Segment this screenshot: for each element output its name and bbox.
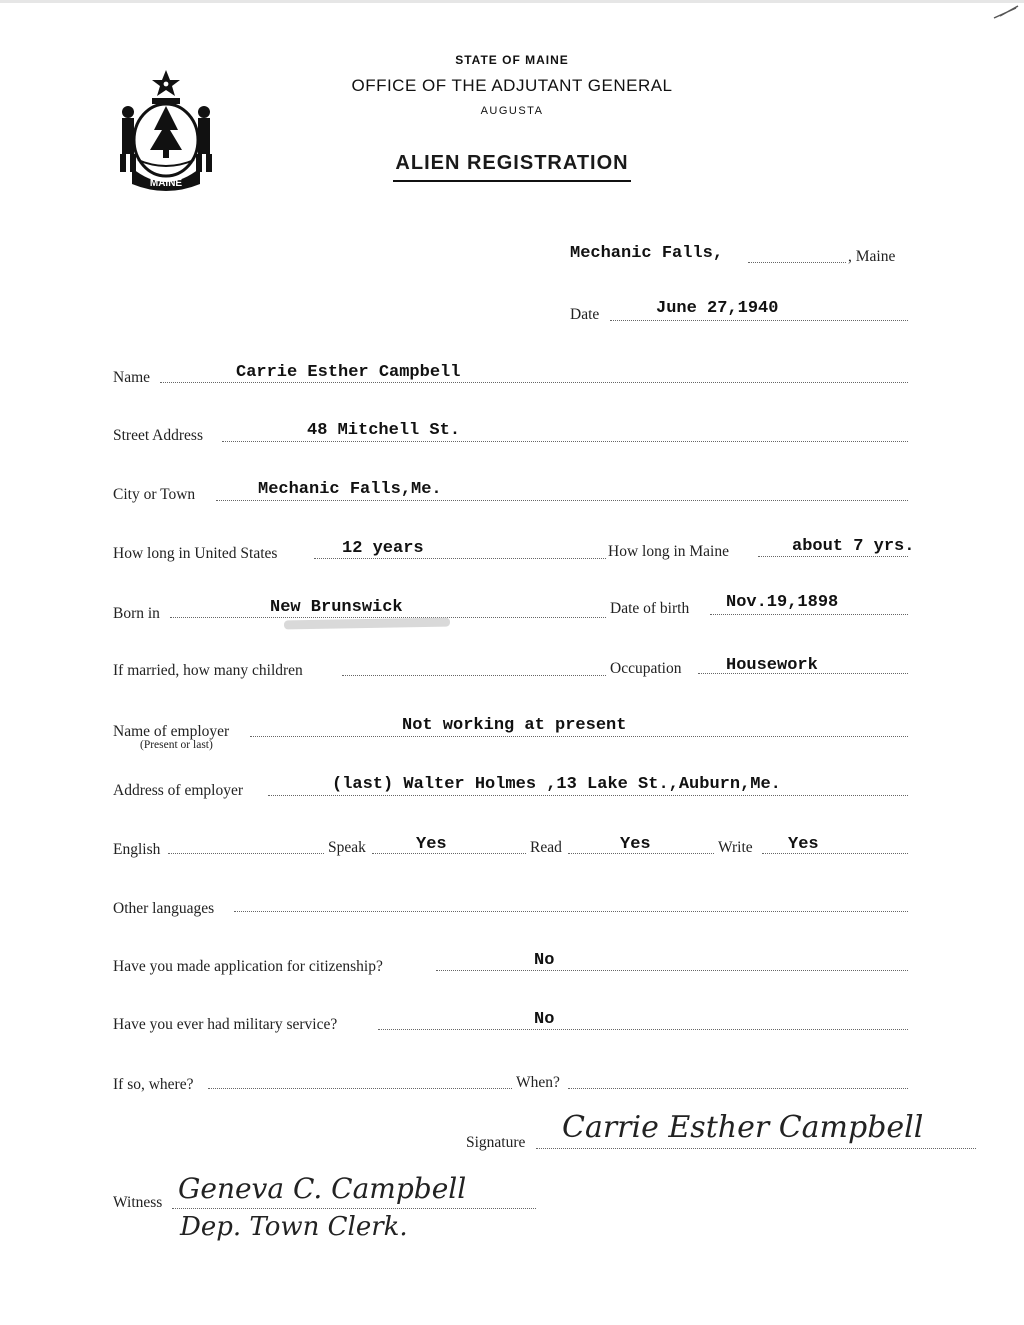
street-value[interactable]: 48 Mitchell St. <box>307 421 461 440</box>
employer-label: Name of employer <box>113 723 230 740</box>
how-long-maine-label: How long in Maine <box>608 543 729 560</box>
location-line <box>748 262 846 263</box>
citizenship-line <box>436 970 908 971</box>
children-line <box>342 675 606 676</box>
speak-value[interactable]: Yes <box>416 835 447 854</box>
ink-smudge <box>284 618 450 630</box>
how-long-us-label: How long in United States <box>113 545 278 562</box>
header-office: OFFICE OF THE ADJUTANT GENERAL <box>351 76 673 95</box>
employer-address-value[interactable]: (last) Walter Holmes ,13 Lake St.,Auburn,Me. <box>332 775 781 794</box>
seal-banner-text: MAINE <box>149 178 183 189</box>
english-label: English <box>113 841 161 858</box>
date-of-birth-label: Date of birth <box>610 600 690 617</box>
write-line <box>762 853 908 854</box>
employer-address-label: Address of employer <box>113 782 243 799</box>
header-state: STATE OF MAINE <box>455 53 569 67</box>
date-of-birth-value[interactable]: Nov.19,1898 <box>726 593 839 612</box>
employer-line <box>250 736 908 737</box>
military-value[interactable]: No <box>534 1010 555 1029</box>
write-value[interactable]: Yes <box>788 835 819 854</box>
where-line <box>208 1088 512 1089</box>
employer-sublabel: (Present or last) <box>140 739 213 751</box>
witness-title-handwriting[interactable]: Dep. Town Clerk. <box>180 1212 408 1242</box>
name-label: Name <box>113 369 151 386</box>
witness-label: Witness <box>113 1194 163 1211</box>
how-long-us-value[interactable]: 12 years <box>342 539 424 558</box>
citizenship-label: Have you made application for citizenship? <box>113 958 383 975</box>
maine-seal-icon <box>112 68 220 194</box>
born-in-value[interactable]: New Brunswick <box>270 598 403 617</box>
speak-line <box>372 853 526 854</box>
occupation-label: Occupation <box>610 660 682 677</box>
military-label: Have you ever had military service? <box>113 1016 338 1033</box>
title-text: ALIEN REGISTRATION <box>393 152 630 182</box>
occupation-value[interactable]: Housework <box>726 656 818 675</box>
city-value[interactable]: Mechanic Falls,Me. <box>258 480 442 499</box>
how-long-maine-line <box>758 556 908 557</box>
scan-edge <box>0 0 1024 3</box>
children-label: If married, how many children <box>113 662 303 679</box>
english-line <box>168 853 324 854</box>
name-line <box>160 382 908 383</box>
where-label: If so, where? <box>113 1076 194 1093</box>
location-town-value[interactable]: Mechanic Falls, <box>570 244 724 263</box>
date-label: Date <box>570 306 600 323</box>
speak-label: Speak <box>328 839 366 856</box>
witness-name-handwriting[interactable]: Geneva C. Campbell <box>178 1172 467 1205</box>
military-line <box>378 1029 908 1030</box>
read-value[interactable]: Yes <box>620 835 651 854</box>
street-label: Street Address <box>113 427 203 444</box>
citizenship-value[interactable]: No <box>534 951 555 970</box>
born-in-label: Born in <box>113 605 160 622</box>
employer-address-line <box>268 795 908 796</box>
read-label: Read <box>530 839 562 856</box>
write-label: Write <box>718 839 753 856</box>
header-city: AUGUSTA <box>480 105 544 117</box>
employer-value[interactable]: Not working at present <box>402 716 627 735</box>
street-line <box>222 441 908 442</box>
signature-line <box>536 1148 976 1149</box>
signature-label: Signature <box>466 1134 526 1151</box>
city-line <box>216 500 908 501</box>
how-long-us-line <box>314 558 606 559</box>
signature-handwriting[interactable]: Carrie Esther Campbell <box>562 1110 924 1145</box>
page-title <box>300 152 724 175</box>
date-line <box>610 320 908 321</box>
when-label: When? <box>516 1074 560 1091</box>
how-long-maine-value[interactable]: about 7 yrs. <box>792 537 915 556</box>
city-label: City or Town <box>113 486 196 503</box>
witness-line <box>172 1208 536 1209</box>
other-languages-line <box>234 911 908 912</box>
date-value[interactable]: June 27,1940 <box>656 299 779 318</box>
date-of-birth-line <box>710 614 908 615</box>
corner-mark-icon <box>992 4 1020 22</box>
other-languages-label: Other languages <box>113 900 215 917</box>
when-line <box>568 1088 908 1089</box>
name-value[interactable]: Carrie Esther Campbell <box>236 363 461 382</box>
location-state-label: , Maine <box>848 248 896 265</box>
